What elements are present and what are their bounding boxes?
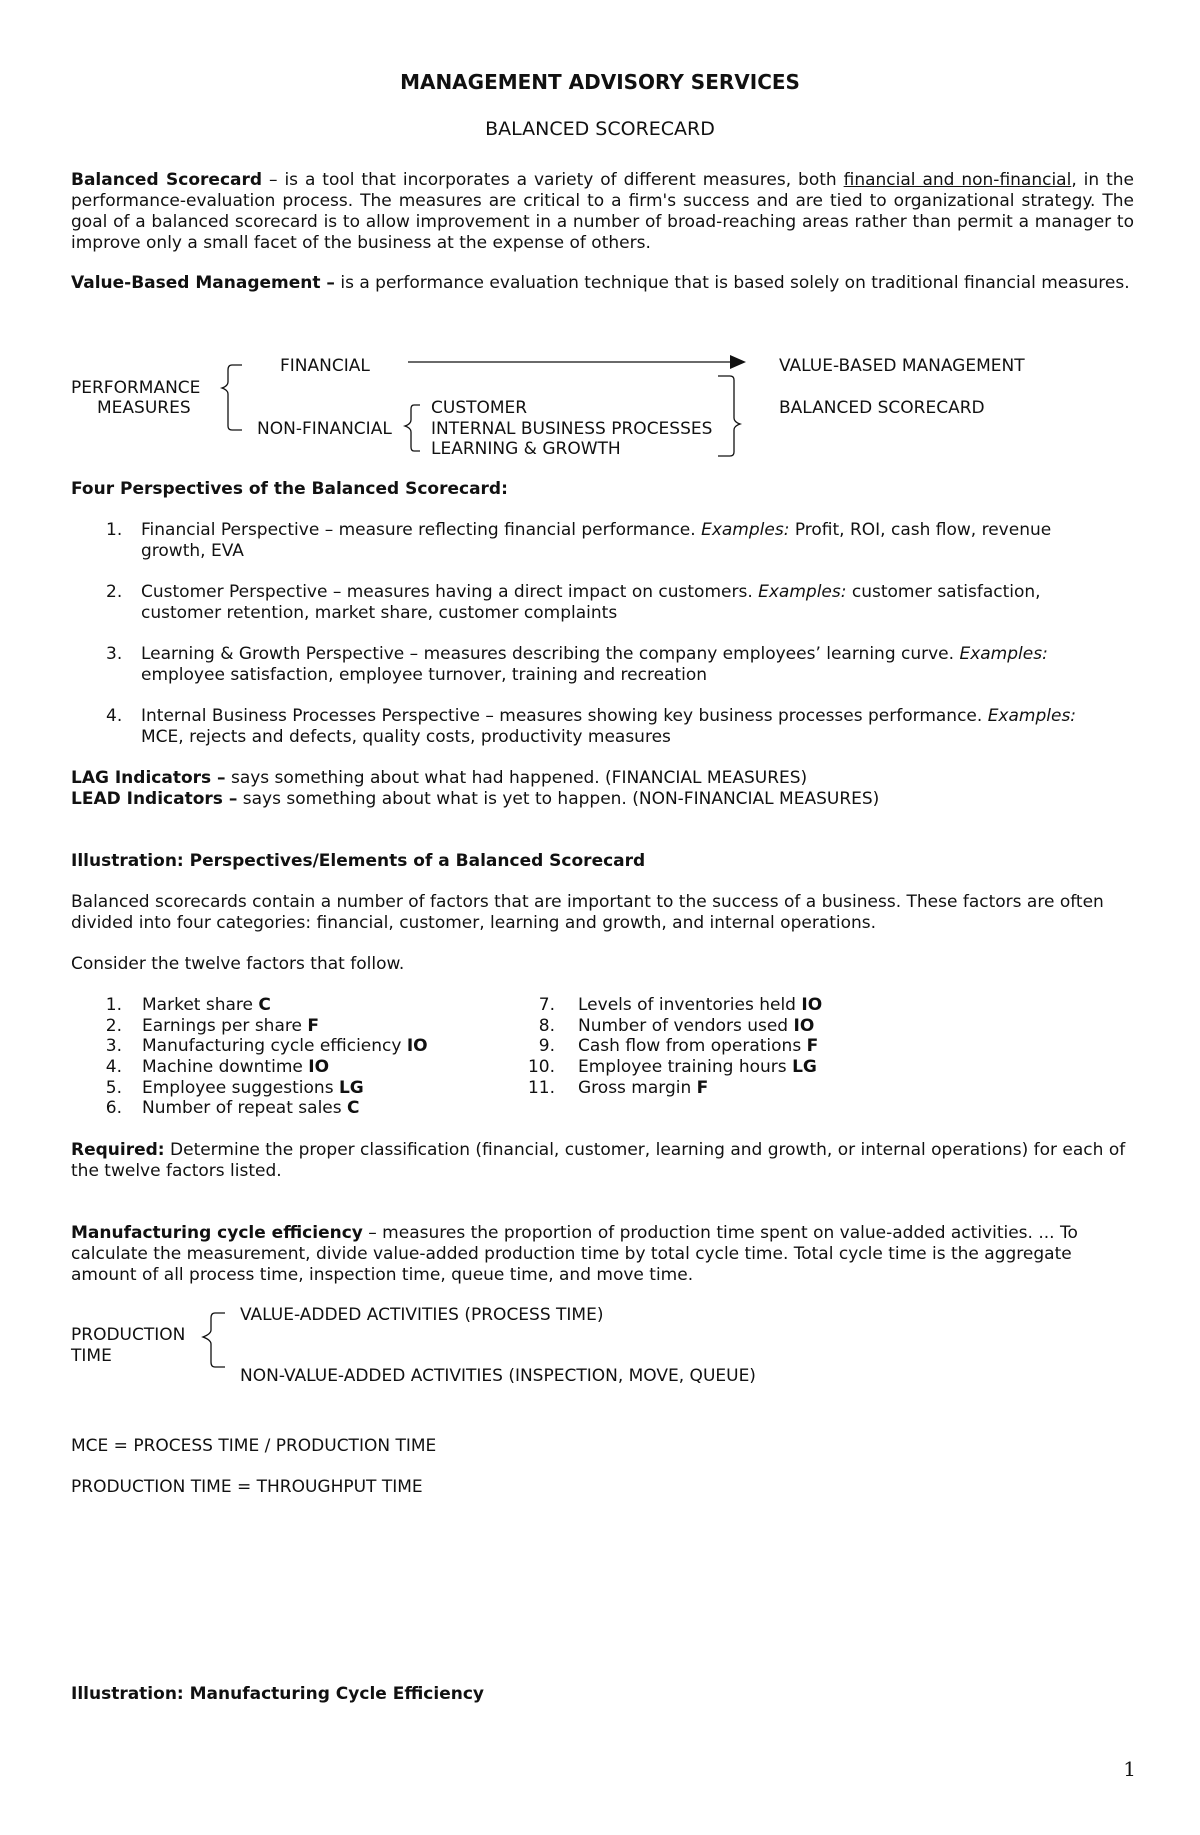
perspective-4-num: 4. — [106, 706, 123, 726]
measures-label: MEASURES — [97, 398, 191, 418]
factor-num: 9. — [538, 1036, 555, 1056]
lag-indicators: LAG Indicators – says something about what had happened. (FINANCIAL MEASURES) — [71, 768, 808, 788]
factor-num: 7. — [538, 995, 555, 1015]
factor-item: Market share C — [142, 995, 271, 1015]
perspective-3-num: 3. — [106, 644, 123, 664]
factor-num: 11. — [527, 1078, 555, 1098]
vbm-term: Value-Based Management – — [71, 273, 335, 293]
bsc-underlined: financial and non-financial — [843, 170, 1072, 190]
mce-formula: MCE = PROCESS TIME / PRODUCTION TIME — [71, 1436, 437, 1456]
perspective-3-line1: Learning & Growth Perspective – measures describing the company employees’ learning curve. Examples: — [141, 644, 1048, 664]
vbm-text: is a performance evaluation technique that is based solely on traditional financial measures. — [334, 273, 1130, 293]
factor-item: Employee training hours LG — [578, 1057, 817, 1077]
factor-num: 3. — [105, 1036, 122, 1056]
four-perspectives-heading: Four Perspectives of the Balanced Scorecard: — [71, 479, 508, 499]
value-added-label: VALUE-ADDED ACTIVITIES (PROCESS TIME) — [240, 1305, 604, 1325]
perspective-1-line2: growth, EVA — [141, 541, 244, 561]
performance-label: PERFORMANCE — [71, 378, 201, 398]
required-text: Required: Determine the proper classification (financial, customer, learning and growth, or internal operations) for each of the twelve factors listed. — [71, 1140, 1126, 1181]
performance-brace — [222, 365, 242, 430]
illustration-1-heading: Illustration: Perspectives/Elements of a Balanced Scorecard — [71, 851, 646, 871]
lead-indicators: LEAD Indicators – says something about what is yet to happen. (NON-FINANCIAL MEASURES) — [71, 789, 880, 809]
page-subtitle: BALANCED SCORECARD — [485, 118, 715, 140]
production-time-formula: PRODUCTION TIME = THROUGHPUT TIME — [71, 1477, 423, 1497]
page-number: 1 — [1123, 1757, 1136, 1781]
production-label: PRODUCTION — [71, 1325, 186, 1345]
time-label: TIME — [71, 1346, 112, 1366]
factor-item: Cash flow from operations F — [578, 1036, 819, 1056]
factor-num: 6. — [105, 1098, 122, 1118]
factor-item: Number of vendors used IO — [578, 1016, 815, 1036]
page-title: MANAGEMENT ADVISORY SERVICES — [400, 70, 800, 94]
non-financial-label: NON-FINANCIAL — [257, 419, 392, 439]
factor-num: 4. — [105, 1057, 122, 1077]
internal-label: INTERNAL BUSINESS PROCESSES — [431, 419, 713, 439]
bsc-text-1: – is a tool that incorporates a variety of different measures, both — [262, 170, 844, 190]
factor-item: Machine downtime IO — [142, 1057, 330, 1077]
factor-item: Earnings per share F — [142, 1016, 319, 1036]
bsc-text-2: , in the performance-evaluation process. The measures are critical to a firm's success and are tied to organizational strategy. The goal of a balanced scorecard is to allow improvement in a number of broad-reaching areas rather than permit a manager to improve only a small facet of the business at the expense of others. — [71, 170, 1134, 253]
factor-item: Manufacturing cycle efficiency IO — [142, 1036, 428, 1056]
non-financial-brace — [405, 405, 420, 451]
production-brace — [203, 1313, 225, 1367]
non-value-added-label: NON-VALUE-ADDED ACTIVITIES (INSPECTION, MOVE, QUEUE) — [240, 1366, 756, 1386]
perspective-4-line2: MCE, rejects and defects, quality costs, productivity measures — [141, 727, 671, 747]
mce-definition: Manufacturing cycle efficiency – measures the proportion of production time spent on value-added activities. ... To calculate the measurement, divide value-added production time by total cycle time. Total cycle time is the aggregate amount of all process time, inspection time, queue time, and move time. — [71, 1223, 1078, 1285]
arrow-head-icon — [730, 355, 746, 369]
scorecard-brace — [718, 376, 740, 456]
perspective-4-line1: Internal Business Processes Perspective – measures showing key business processes performance. Examples: — [141, 706, 1077, 726]
perspective-2-line2: customer retention, market share, customer complaints — [141, 603, 618, 623]
perspective-2-line1: Customer Perspective – measures having a direct impact on customers. Examples: customer satisfaction, — [141, 582, 1041, 602]
illustration-1-text: Balanced scorecards contain a number of factors that are important to the success of a business. These factors are often divided into four categories: financial, customer, learning and growth, and internal operations. — [71, 892, 1104, 933]
factor-item: Number of repeat sales C — [142, 1098, 360, 1118]
perspective-3-line2: employee satisfaction, employee turnover, training and recreation — [141, 665, 708, 685]
vbm-label: VALUE-BASED MANAGEMENT — [779, 356, 1025, 376]
factor-num: 2. — [105, 1016, 122, 1036]
factor-item: Employee suggestions LG — [142, 1078, 364, 1098]
consider-text: Consider the twelve factors that follow. — [71, 954, 405, 974]
bsc-term: Balanced Scorecard — [71, 170, 263, 190]
factor-num: 5. — [105, 1078, 122, 1098]
factor-num: 10. — [527, 1057, 555, 1077]
perspective-1-num: 1. — [106, 520, 123, 540]
perspective-1-line1: Financial Perspective – measure reflecting financial performance. Examples: Profit, ROI, cash flow, revenue — [141, 520, 1052, 540]
bsc-label: BALANCED SCORECARD — [779, 398, 985, 418]
perspective-2-num: 2. — [106, 582, 123, 602]
illustration-2-heading: Illustration: Manufacturing Cycle Efficiency — [71, 1684, 484, 1704]
factor-num: 8. — [538, 1016, 555, 1036]
factor-item: Gross margin F — [578, 1078, 709, 1098]
factor-item: Levels of inventories held IO — [578, 995, 823, 1015]
learning-label: LEARNING & GROWTH — [431, 439, 621, 459]
customer-label: CUSTOMER — [431, 398, 528, 418]
factor-num: 1. — [105, 995, 122, 1015]
financial-label: FINANCIAL — [280, 356, 370, 376]
